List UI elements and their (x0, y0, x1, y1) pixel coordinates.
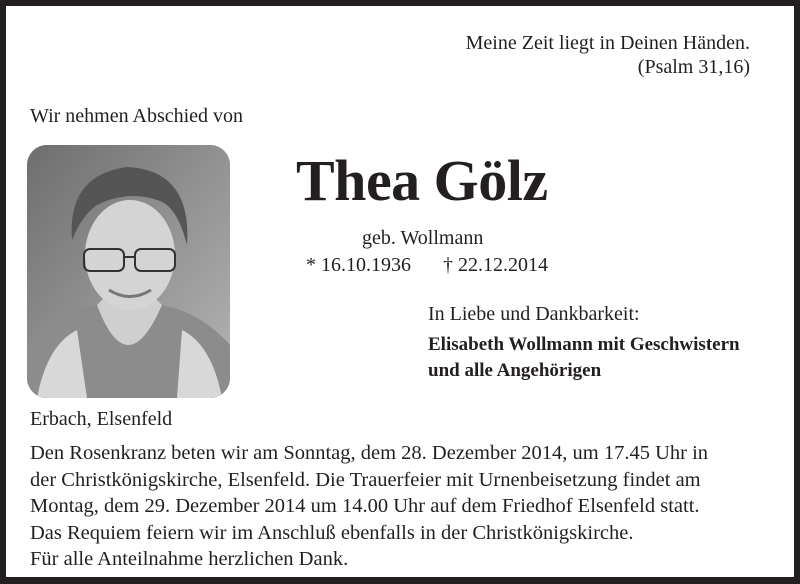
psalm-quote (466, 31, 750, 79)
mourners-label: In Liebe und Dankbarkeit: (428, 303, 640, 325)
quote-text: Meine Zeit liegt in Deinen Händen. (465, 32, 750, 54)
announcement-line: Das Requiem feiern wir im Anschluß ebenfalls in der Christkönigskirche. (30, 521, 634, 544)
deceased-name: Thea Gölz (296, 148, 548, 213)
obituary-notice (6, 6, 794, 577)
quote-reference: (Psalm 31,16) (637, 56, 750, 78)
mourners-names (428, 332, 740, 384)
announcement-line: Für alle Anteilnahme herzlichen Dank. (30, 548, 349, 570)
intro-text: Wir nehmen Abschied von (30, 105, 244, 127)
death-date: † 22.12.2014 (443, 254, 548, 276)
maiden-name: geb. Wollmann (362, 227, 484, 249)
announcement-text (30, 440, 708, 573)
announcement-line: der Christkönigskirche, Elsenfeld. Die Trauerfeier mit Urnenbeisetzung findet am (30, 468, 701, 491)
mourners-line: und alle Angehörigen (428, 360, 602, 381)
announcement-line: Montag, dem 29. Dezember 2014 um 14.00 Uhr auf dem Friedhof Elsenfeld statt. (30, 495, 700, 517)
birth-date: * 16.10.1936 (306, 254, 411, 276)
mourners-line: Elisabeth Wollmann mit Geschwistern (428, 334, 740, 355)
portrait-photo (27, 145, 230, 398)
announcement-line: Den Rosenkranz beten wir am Sonntag, dem 28. Dezember 2014, um 17.45 Uhr in (30, 442, 709, 464)
place: Erbach, Elsenfeld (30, 408, 173, 430)
